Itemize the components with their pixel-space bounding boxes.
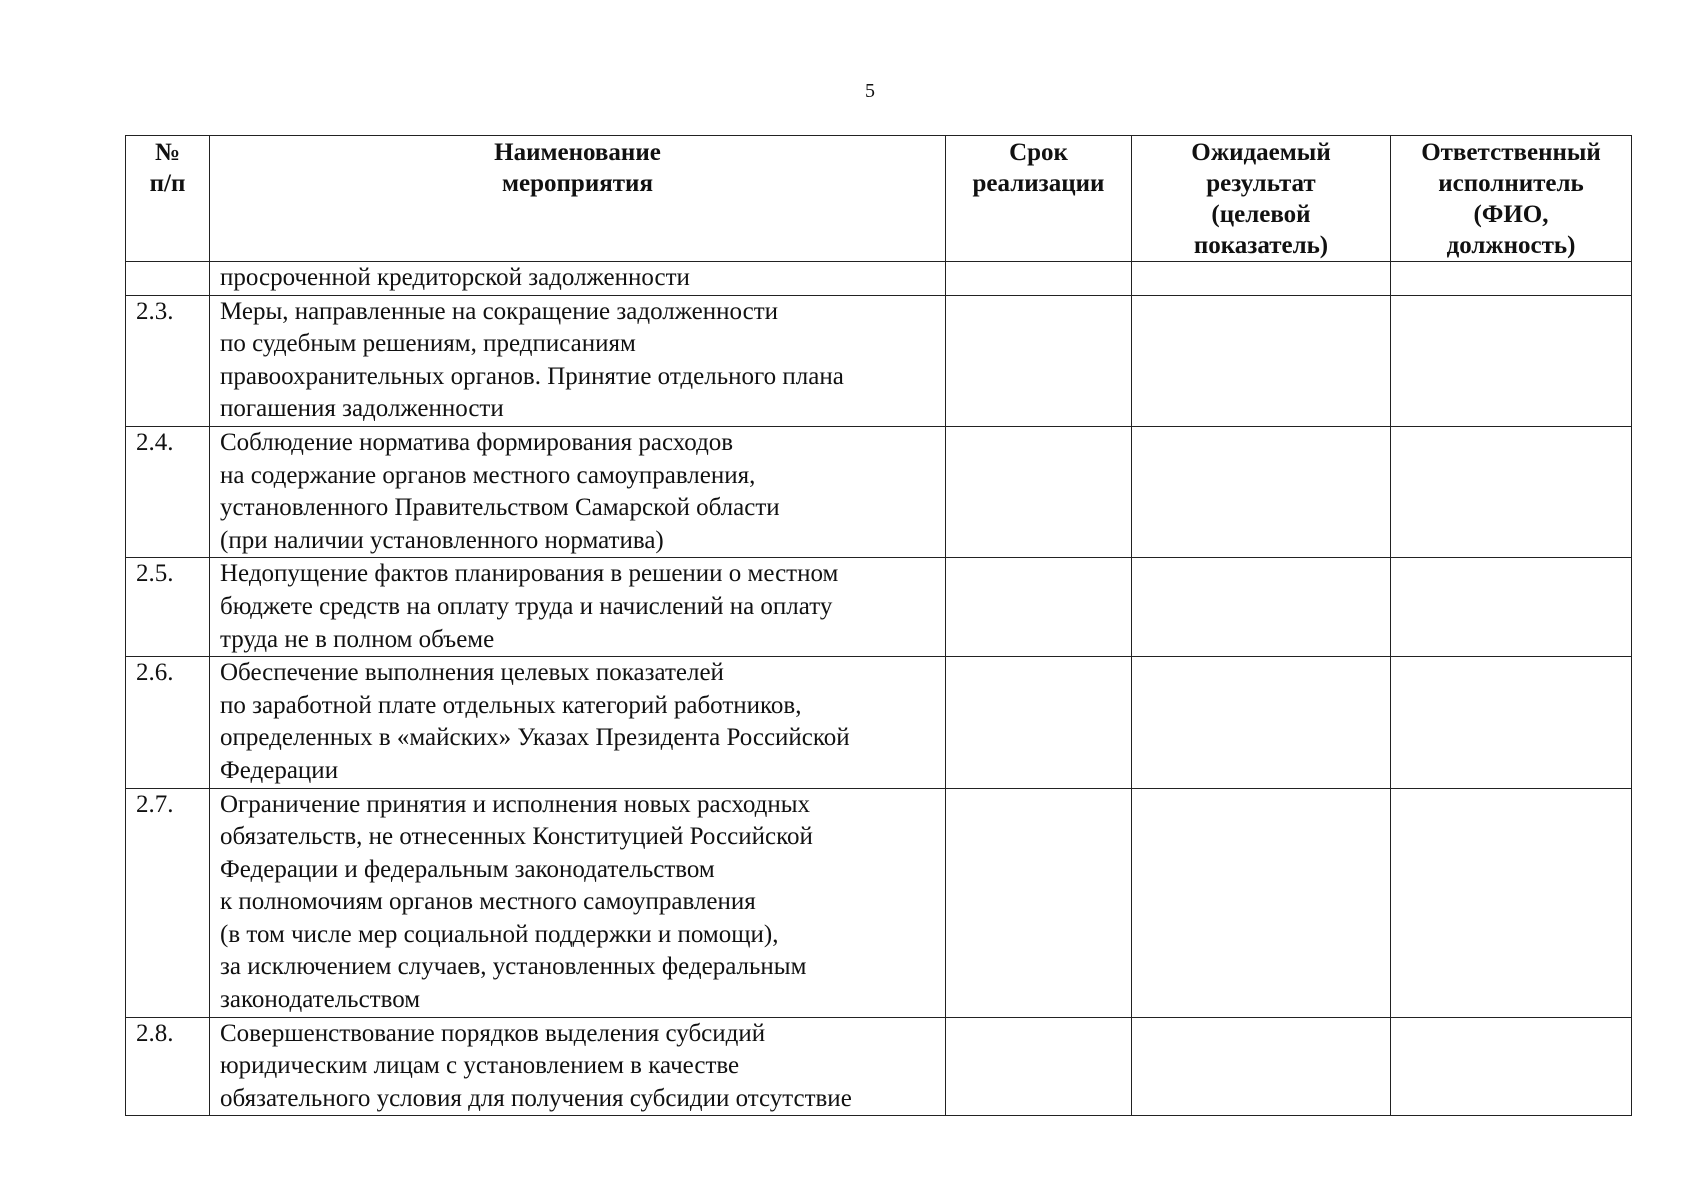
measures-table: [125, 135, 1632, 1116]
header-term: Срок реализации: [946, 136, 1132, 262]
row-responsible: [1391, 262, 1632, 296]
row-result: [1132, 426, 1391, 557]
row-name: Обеспечение выполнения целевых показателей по заработной плате отдельных категорий работников, определенных в «майских» Указах Президента Российской Федерации: [210, 657, 946, 788]
row-name: Совершенствование порядков выделения субсидий юридическим лицам с установлением в качестве обязательного условия для получения субсидии отсутствие: [210, 1017, 946, 1116]
row-name: Соблюдение норматива формирования расходов на содержание органов местного самоуправления, установленного Правительством Самарской области (при наличии установленного норматива): [210, 426, 946, 557]
page-number: 5: [865, 80, 875, 102]
header-result: Ожидаемый результат (целевой показатель): [1132, 136, 1391, 262]
row-name: просроченной кредиторской задолженности: [210, 262, 946, 296]
row-name: Недопущение фактов планирования в решении о местном бюджете средств на оплату труда и начислений на оплату труда не в полном объеме: [210, 558, 946, 657]
table-row: [126, 1017, 1632, 1116]
header-name: Наименование мероприятия: [210, 136, 946, 262]
row-number: 2.5.: [126, 558, 210, 657]
row-responsible: [1391, 657, 1632, 788]
header-number: № п/п: [126, 136, 210, 262]
table-row: [126, 788, 1632, 1017]
table-row: [126, 426, 1632, 557]
row-number: 2.4.: [126, 426, 210, 557]
row-name: Меры, направленные на сокращение задолженности по судебным решениям, предписаниям правоохранительных органов. Принятие отдельного плана погашения задолженности: [210, 295, 946, 426]
row-term: [946, 1017, 1132, 1116]
table-row: [126, 295, 1632, 426]
row-term: [946, 262, 1132, 296]
row-responsible: [1391, 426, 1632, 557]
row-number: 2.7.: [126, 788, 210, 1017]
table-row: [126, 657, 1632, 788]
row-responsible: [1391, 788, 1632, 1017]
row-number: [126, 262, 210, 296]
row-term: [946, 426, 1132, 557]
header-responsible: Ответственный исполнитель (ФИО, должность): [1391, 136, 1632, 262]
row-name: Ограничение принятия и исполнения новых расходных обязательств, не отнесенных Конституцией Российской Федерации и федеральным законодательством к полномочиям органов местного самоуправления (в том числе мер социальной поддержки и помощи), за исключением случаев, установленных федеральным законодательством: [210, 788, 946, 1017]
row-number: 2.6.: [126, 657, 210, 788]
row-responsible: [1391, 295, 1632, 426]
row-result: [1132, 788, 1391, 1017]
row-responsible: [1391, 1017, 1632, 1116]
row-result: [1132, 657, 1391, 788]
table-row: [126, 558, 1632, 657]
row-result: [1132, 295, 1391, 426]
row-term: [946, 788, 1132, 1017]
row-number: 2.8.: [126, 1017, 210, 1116]
row-term: [946, 295, 1132, 426]
row-term: [946, 558, 1132, 657]
row-result: [1132, 262, 1391, 296]
row-term: [946, 657, 1132, 788]
row-result: [1132, 558, 1391, 657]
table-header-row: [126, 136, 1632, 262]
row-responsible: [1391, 558, 1632, 657]
row-number: 2.3.: [126, 295, 210, 426]
table-row: [126, 262, 1632, 296]
row-result: [1132, 1017, 1391, 1116]
